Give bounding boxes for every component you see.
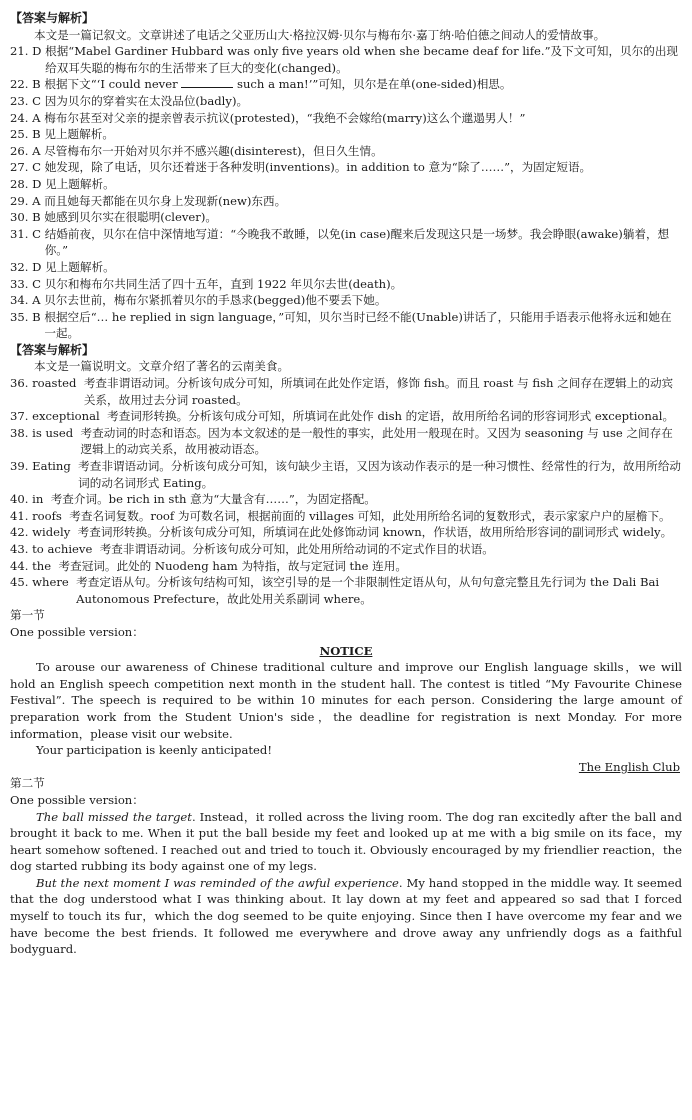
answer-number: 33. C (10, 276, 41, 291)
answer-item (10, 375, 682, 408)
answer-item (10, 110, 682, 127)
section-intro: 本文是一篇记叙文。文章讲述了电话之父亚历山大·格拉汉姆·贝尔与梅布尔·嘉丁纳·哈伯德之间动人的爱情故事。 (34, 27, 606, 42)
story-paragraph-2 (10, 875, 682, 958)
answer-item (10, 226, 682, 259)
answer-item (10, 491, 682, 508)
answer-explanation (44, 76, 682, 93)
fill-blank-line (181, 76, 233, 88)
given-opening-sentence: The ball missed the target (36, 809, 192, 824)
answer-item (10, 574, 682, 607)
answer-item (10, 159, 682, 176)
answer-item (10, 209, 682, 226)
explanation-before-blank: 根据下文“‘I could never (44, 77, 178, 92)
writing-section-2-label: 第二节 (10, 776, 45, 791)
answer-number: 43. to achieve (10, 542, 93, 556)
answer-number: 30. B (10, 210, 41, 225)
answer-explanation: 根据“Mabel Gardiner Hubbard was only five years old when she became deaf for life.”及下文可知，贝尔的出现给双耳失聪的梅布尔的生活带来了巨大的变化(changed)。 (45, 44, 679, 75)
answer-explanation: 考查定语从句。分析该句结构可知，该空引导的是一个非限制性定语从句，从句句意完整且先行词为 the Dali Bai Autonomous Prefecture，故此处用关系副词 where。 (76, 575, 660, 606)
answer-number: 25. B (10, 127, 41, 142)
version-label: One possible version： (10, 624, 144, 639)
notice-closing: Your participation is keenly anticipated! (36, 743, 272, 758)
answer-number: 29. A (10, 193, 41, 208)
answer-explanation: 考查词形转换。分析该句成分可知，所填词在此处修饰动词 known，作状语，故用所给形容词的副词形式 widely。 (77, 525, 673, 540)
answer-explanation: 梅布尔甚至对父亲的提亲曾表示抗议(protested)，“我绝不会嫁给(marry)这么个邋遢男人！” (44, 110, 526, 125)
answer-number: 36. roasted (10, 376, 77, 391)
answer-item (10, 126, 682, 143)
answer-explanation: 考查非谓语动词。分析该句成分可知，所填词在此处作定语，修饰 fish。而且 roast 与 fish 之间存在逻辑上的动宾关系，故用过去分词 roasted。 (83, 376, 674, 407)
answer-explanation: 见上题解析。 (45, 176, 115, 191)
answer-list-2 (10, 375, 682, 607)
answer-explanation: 考查名词复数。roof 为可数名词，根据前面的 villages 可知，此处用所给名词的复数形式，表示家家户户的屋檐下。 (69, 508, 671, 523)
answer-explanation: 见上题解析。 (44, 127, 114, 142)
answer-number: 34. A (10, 293, 41, 308)
section-heading: 【答案与解析】 (10, 342, 95, 357)
answer-item (10, 541, 682, 558)
answer-item (10, 425, 682, 458)
answer-number: 26. A (10, 143, 41, 158)
notice-title: NOTICE (319, 643, 373, 658)
answer-item (10, 143, 682, 160)
notice-signature: The English Club (578, 759, 680, 774)
answer-item (10, 309, 682, 342)
answer-explanation: 考查动词的时态和语态。因为本文叙述的是一般性的事实，此处用一般现在时。又因为 seasoning 与 use 之间存在逻辑上的动宾关系，故用被动语态。 (80, 425, 673, 457)
answer-number: 39. Eating (10, 459, 71, 474)
answer-explanation: 贝尔去世前，梅布尔紧抓着贝尔的手恳求(begged)他不要丢下她。 (44, 293, 387, 308)
answer-item (10, 508, 682, 525)
answer-item (10, 43, 682, 76)
given-opening-sentence: But the next moment I was reminded of the awful experience (36, 875, 399, 890)
answer-explanation: 见上题解析。 (45, 259, 115, 274)
story-text: . My hand stopped in the middle way. It seemed that the dog understood what I was thinking about. It lay down at my feet and appeared so sad that I forced myself to touch its fur，which the dog seemed to be quite enjoying. Since then I have overcome my fear and we have become the best friends. It followed me everywhere and drove away any unfriendly dogs as a faithful bodyguard. (10, 875, 682, 957)
answer-number: 21. D (10, 44, 42, 59)
answer-number: 31. C (10, 226, 41, 241)
answer-number: 44. the (10, 558, 52, 573)
answer-list-1 (10, 43, 682, 342)
answer-item (10, 193, 682, 210)
answer-explanation: 考查冠词。此处的 Nuodeng ham 为特指，故与定冠词 the 连用。 (58, 558, 407, 573)
answer-explanation: 尽管梅布尔一开始对贝尔并不感兴趣(disinterest)，但日久生情。 (44, 143, 383, 158)
answer-item (10, 76, 682, 93)
answer-explanation: 考查词形转换。分析该句成分可知，所填词在此处作 dish 的定语，故用所给名词的形容词形式 exceptional。 (107, 409, 675, 424)
answer-explanation: 考查非谓语动词。分析该句成分可知，此处用所给动词的不定式作目的状语。 (99, 542, 494, 556)
answer-number: 37. exceptional (10, 409, 100, 424)
answer-explanation: 贝尔和梅布尔共同生活了四十五年，直到 1922 年贝尔去世(death)。 (44, 276, 403, 291)
answer-item (10, 93, 682, 110)
answer-item (10, 259, 682, 276)
answer-explanation: 考查介词。be rich in sth 意为“大量含有……”，为固定搭配。 (50, 492, 376, 507)
answer-item (10, 292, 682, 309)
answer-number: 45. where (10, 575, 69, 590)
section-heading: 【答案与解析】 (10, 11, 95, 25)
answer-item (10, 276, 682, 293)
notice-body: To arouse our awareness of Chinese traditional culture and improve our English language skills，we will hold an English speech competition next month in the student hall. The contest is titled “My Favourite Chinese Festival”. The speech is required to be within 10 minutes for each person. Considering the large amount of preparation work from the Student Union's side，the deadline for registration is next Monday. For more information，please visit our website. (10, 660, 682, 741)
answer-number: 40. in (10, 492, 44, 507)
answer-number: 28. D (10, 176, 42, 191)
answer-item (10, 458, 682, 491)
answer-item (10, 524, 682, 541)
answer-number: 32. D (10, 259, 42, 274)
explanation-after-blank: such a man!’”可知，贝尔是在单(one-sided)相思。 (237, 77, 512, 92)
answer-explanation: 她发现，除了电话，贝尔还着迷于各种发明(inventions)。in addition to 意为“除了……”，为固定短语。 (44, 160, 592, 175)
answer-explanation: 结婚前夜，贝尔在信中深情地写道：“今晚我不敢睡，以免(in case)醒来后发现这只是一场梦。我会睁眼(awake)躺着，想你。” (44, 226, 670, 258)
story-text: . Instead，it rolled across the living room. The dog ran excitedly after the ball and brought it back to me. When it put the ball beside my feet and looked up at me with a big smile on its face，my heart somehow softened. I reached out and tried to touch it. Obviously encouraged by my friendlier reaction，the dog started rubbing its body against one of my legs. (10, 809, 683, 874)
answer-item (10, 176, 682, 193)
answer-number: 38. is used (10, 425, 74, 440)
version-label: One possible version： (10, 792, 144, 807)
answer-number: 35. B (10, 309, 41, 324)
answer-number: 27. C (10, 160, 41, 175)
answer-number: 23. C (10, 93, 41, 108)
writing-section-1-label: 第一节 (10, 608, 45, 623)
answer-item (10, 558, 682, 575)
answer-number: 41. roofs (10, 508, 62, 523)
answer-item (10, 408, 682, 425)
section-intro: 本文是一篇说明文。文章介绍了著名的云南美食。 (34, 359, 290, 374)
answer-number: 22. B (10, 77, 41, 92)
story-paragraph-1 (10, 809, 682, 875)
answer-explanation: 考查非谓语动词。分析该句成分可知，该句缺少主语，又因为该动作表示的是一种习惯性、经常性的行为，故用所给动词的动名词形式 Eating。 (78, 459, 682, 490)
answer-explanation: 而且她每天都能在贝尔身上发现新(new)东西。 (44, 193, 287, 208)
answer-explanation: 根据空后“… he replied in sign language，”可知，贝尔当时已经不能(Unable)讲话了，只能用手语表示他将永远和她在一起。 (44, 309, 672, 341)
answer-explanation: 她感到贝尔实在很聪明(clever)。 (44, 210, 217, 225)
answer-number: 42. widely (10, 525, 71, 540)
answer-number: 24. A (10, 110, 41, 125)
answer-explanation: 因为贝尔的穿着实在太没品位(badly)。 (44, 93, 249, 108)
